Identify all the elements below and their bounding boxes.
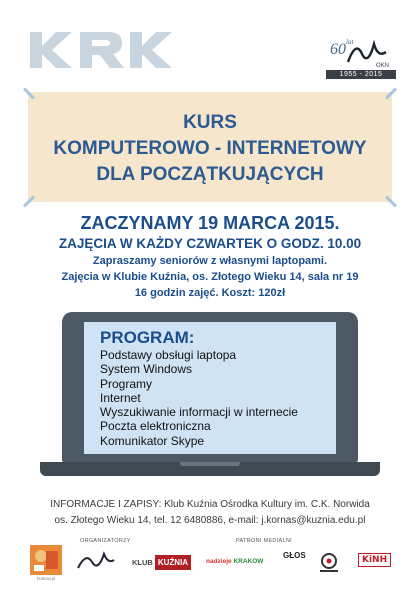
program-item: Internet — [100, 390, 141, 405]
organizers-title: ORGANIZATORZY — [80, 538, 131, 544]
program-item: System Windows — [100, 362, 193, 377]
hours-cost-text: 16 godzin zajęć. Koszt: 120zł — [134, 287, 286, 299]
anniversary-brand: OKN — [376, 63, 390, 69]
banner-line: KOMPUTEROWO - INTERNETOWY — [53, 138, 367, 159]
invite-text: Zapraszamy seniorów z własnymi laptopami. — [92, 255, 328, 267]
anniversary-word: lat — [346, 38, 354, 46]
banner-title — [28, 110, 392, 188]
anniversary-logo — [326, 34, 396, 80]
start-date: ZACZYNAMY 19 MARCA 2015. — [80, 213, 340, 233]
program-list — [100, 348, 298, 448]
media-patron-logo — [318, 552, 340, 574]
contact-line-2: os. Złotego Wieku 14, tel. 12 6480886, e-mail: j.kornas@kuznia.edu.pl — [54, 515, 366, 526]
klub-kuznia-logo — [132, 552, 191, 572]
nadzieje-text: nadzieje — [206, 558, 232, 565]
contact-line-1: INFORMACJE I ZAPISY: Klub Kuźnia Ośrodka Kultury im. C.K. Norwida — [50, 499, 370, 510]
program-item: Wyszukiwanie informacji w internecie — [100, 405, 298, 420]
krakow-text: KRAKOW — [233, 558, 264, 565]
program-item: Programy — [100, 376, 153, 391]
krakow-logo — [30, 545, 62, 581]
okn-logo — [76, 550, 116, 572]
klub-logo-text: KLUB — [132, 557, 153, 567]
program-item: Komunikator Skype — [100, 433, 205, 448]
krakow-logo-graphic — [30, 545, 62, 575]
banner-line: DLA POCZĄTKUJĄCYCH — [96, 164, 324, 185]
kinh-logo: KiNH — [358, 553, 391, 567]
patrons-title: PATRONI MEDIALNI — [236, 538, 292, 544]
contact-info — [0, 497, 420, 529]
course-info — [0, 212, 420, 301]
kuznia-logo-text: KUŹNIA — [155, 555, 191, 570]
glos-logo: GŁOS — [283, 551, 306, 560]
krk-logo — [30, 32, 172, 68]
anniversary-number: 60 — [330, 41, 346, 58]
title-banner — [28, 92, 392, 202]
banner-line: KURS — [183, 112, 237, 133]
program-item: Podstawy obsługi laptopa — [100, 348, 237, 362]
anniversary-graphic — [326, 34, 396, 70]
krakow-logo-text: krakow.pl — [36, 576, 56, 581]
weekly-schedule: ZAJĘCIA W KAŻDY CZWARTEK O GODZ. 10.00 — [58, 236, 362, 251]
laptop-notch — [180, 462, 240, 466]
program-item: Poczta elektroniczna — [100, 419, 211, 434]
program-title: PROGRAM: — [100, 328, 195, 347]
place-text: Zajęcia w Klubie Kuźnia, os. Złotego Wieku 14, sala nr 19 — [61, 271, 359, 283]
nadzieje-krakow-logo — [206, 558, 263, 565]
anniversary-years: 1955 - 2015 — [326, 70, 396, 79]
